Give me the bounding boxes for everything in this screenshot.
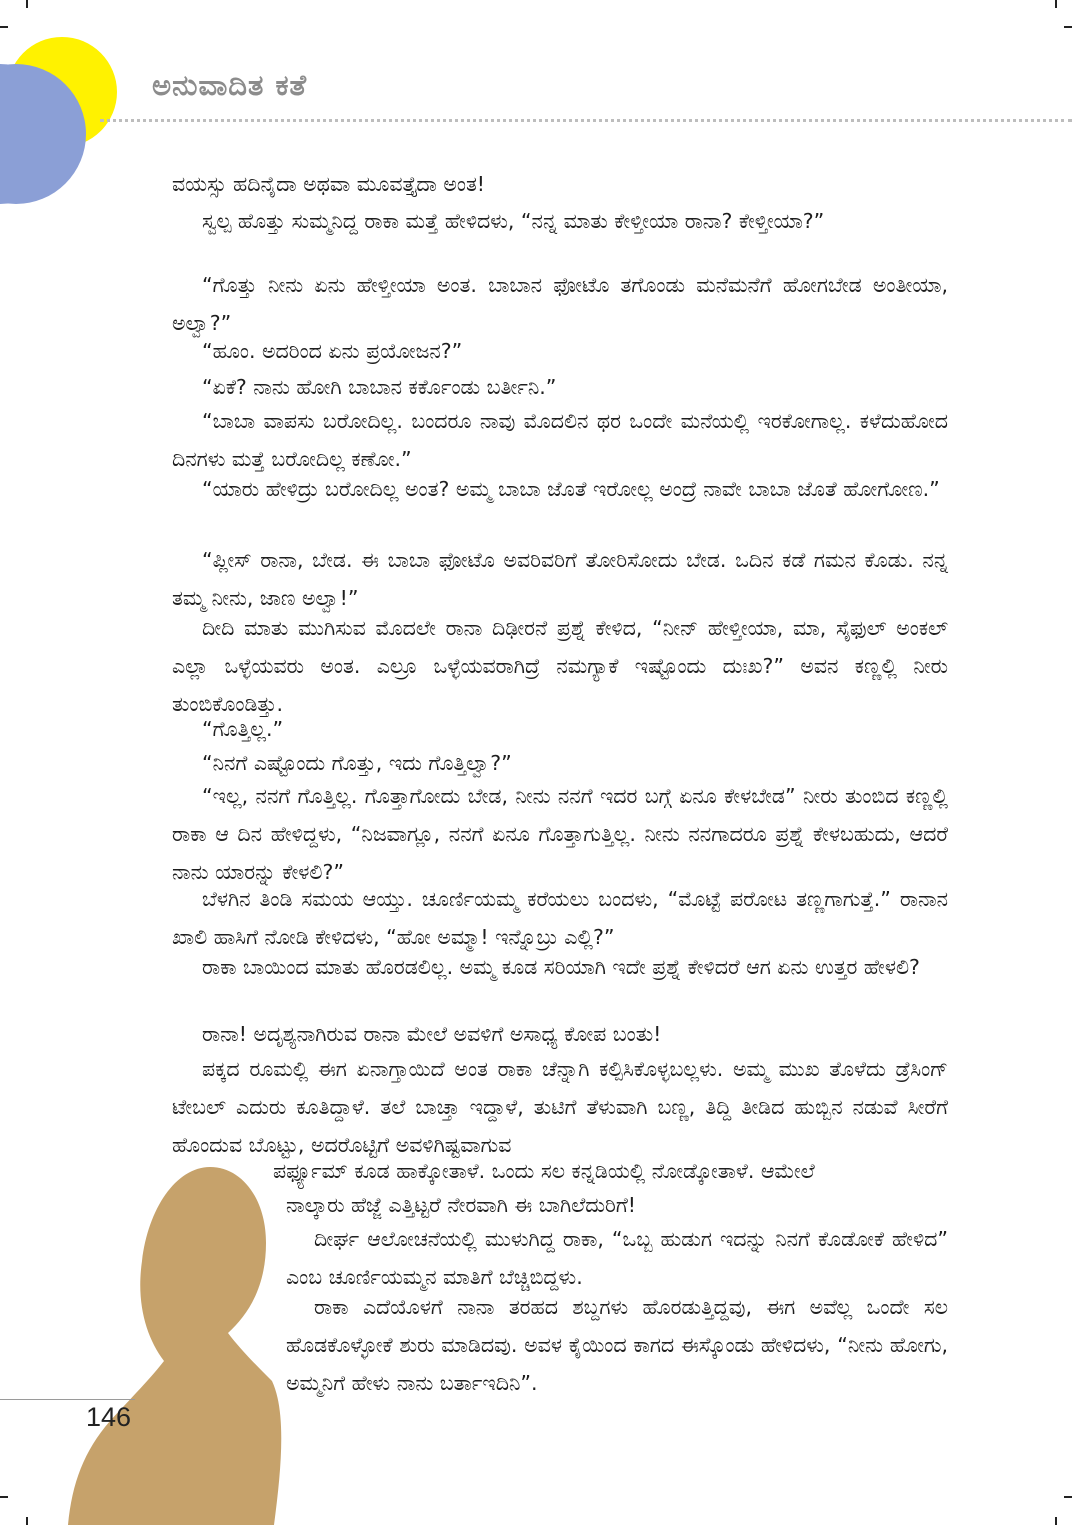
- crop-mark: [1064, 26, 1072, 28]
- paragraph-continuation: ನಾಲ್ಕಾರು ಹೆಜ್ಜೆ ಎತ್ತಿಟ್ಟರೆ ನೇರವಾಗಿ ಈ ಬಾಗಿಲೆದುರಿಗೆ!: [286, 1193, 637, 1217]
- header-dotted-rule: [100, 119, 1072, 122]
- paragraph: ರಾನಾ! ಅದೃಶ್ಯನಾಗಿರುವ ರಾನಾ ಮೇಲೆ ಅವಳಿಗೆ ಅಸಾಧ್ಯ ಕೋಪ ಬಂತು!: [202, 1022, 662, 1046]
- crop-mark: [26, 1517, 28, 1525]
- paragraph: “ಬಾಬಾ ವಾಪಸು ಬರೋದಿಲ್ಲ. ಬಂದರೂ ನಾವು ಮೊದಲಿನ ಥರ ಒಂದೇ ಮನೆಯಲ್ಲಿ ಇರಕೋಗಾಲ್ಲ. ಕಳೆದುಹೋದ ದಿನಗಳು ಮತ್ತೆ ಬರೋದಿಲ್ಲ ಕಣೋ.”: [172, 409, 948, 471]
- crop-mark: [1055, 1517, 1057, 1525]
- paragraph: ದೀರ್ಘ ಆಲೋಚನೆಯಲ್ಲಿ ಮುಳುಗಿದ್ದ ರಾಕಾ, “ಒಬ್ಬ ಹುಡುಗ ಇದನ್ನು ನಿನಗೆ ಕೊಡೋಕೆ ಹೇಳಿದ” ಎಂಬ ಚೂರ್ಣಿಯಮ್ಮನ ಮಾತಿಗೆ ಬೆಚ್ಚಿಬಿದ್ದಳು.: [286, 1227, 948, 1289]
- paragraph-continuation: ಪರ್ಫ್ಯೂಮ್ ಕೂಡ ಹಾಕ್ಕೋತಾಳೆ. ಒಂದು ಸಲ ಕನ್ನಡಿಯಲ್ಲಿ ನೋಡ್ಕೋತಾಳೆ. ಆಮೇಲೆ: [273, 1159, 815, 1183]
- crop-mark: [0, 1496, 8, 1498]
- paragraph: ರಾಕಾ ಬಾಯಿಂದ ಮಾತು ಹೊರಡಲಿಲ್ಲ. ಅಮ್ಮ ಕೂಡ ಸರಿಯಾಗಿ ಇದೇ ಪ್ರಶ್ನೆ ಕೇಳಿದರೆ ಆಗ ಏನು ಉತ್ತರ ಹೇಳಲಿ?: [202, 955, 920, 979]
- paragraph: “ಏಕೆ? ನಾನು ಹೋಗಿ ಬಾಬಾನ ಕರ್ಕೊಂಡು ಬರ್ತೀನಿ.”: [202, 375, 557, 399]
- paragraph: “ಪ್ಲೀಸ್ ರಾನಾ, ಬೇಡ. ಈ ಬಾಬಾ ಫೋಟೊ ಅವರಿವರಿಗೆ ತೋರಿಸೋದು ಬೇಡ. ಒದಿನ ಕಡೆ ಗಮನ ಕೊಡು. ನನ್ನ ತಮ್ಮ ನೀನು, ಜಾಣ ಅಲ್ವಾ!”: [172, 548, 948, 610]
- paragraph: ವಯಸ್ಸು ಹದಿನೈದಾ ಅಥವಾ ಮೂವತ್ತೈದಾ ಅಂತ!: [172, 172, 486, 196]
- paragraph: “ಗೊತ್ತಿಲ್ಲ.”: [202, 717, 284, 741]
- footer-rule: [0, 1399, 135, 1400]
- paragraph: “ಗೊತ್ತು ನೀನು ಏನು ಹೇಳ್ತೀಯಾ ಅಂತ. ಬಾಬಾನ ಫೋಟೊ ತಗೊಂಡು ಮನೆಮನೆಗೆ ಹೋಗಬೇಡ ಅಂತೀಯಾ, ಅಲ್ವಾ?”: [172, 273, 948, 335]
- paragraph: “ಇಲ್ಲ, ನನಗೆ ಗೊತ್ತಿಲ್ಲ. ಗೊತ್ತಾಗೋದು ಬೇಡ, ನೀನು ನನಗೆ ಇದರ ಬಗ್ಗೆ ಏನೂ ಕೇಳಬೇಡ” ನೀರು ತುಂಬಿದ ಕಣ್ಣಲ್ಲಿ ರಾಕಾ ಆ ದಿನ ಹೇಳಿದ್ದಳು, “ನಿಜವಾಗ್ಲೂ, ನನಗೆ ಏನೂ ಗೊತ್ತಾಗುತ್ತಿಲ್ಲ. ನೀನು ನನಗಾದರೂ ಪ್ರಶ್ನೆ ಕೇಳಬಹುದು, ಆದರೆ ನಾನು ಯಾರನ್ನು ಕೇಳಲಿ?”: [172, 784, 948, 884]
- corner-circles-illustration: [0, 0, 140, 215]
- paragraph: “ನಿನಗೆ ಎಷ್ಟೊಂದು ಗೊತ್ತು, ಇದು ಗೊತ್ತಿಲ್ವಾ?”: [202, 751, 512, 775]
- person-silhouette-illustration: [60, 1165, 290, 1525]
- crop-mark: [1055, 0, 1057, 8]
- page-number: 146: [86, 1402, 132, 1432]
- paragraph: ದೀದಿ ಮಾತು ಮುಗಿಸುವ ಮೊದಲೇ ರಾನಾ ದಿಢೀರನೆ ಪ್ರಶ್ನೆ ಕೇಳಿದ, “ನೀನ್ ಹೇಳ್ತೀಯಾ, ಮಾ, ಸೈಫುಲ್ ಅಂಕಲ್ ಎಲ್ಲಾ ಒಳ್ಳೆಯವರು ಅಂತ. ಎಲ್ರೂ ಒಳ್ಳೆಯವರಾಗಿದ್ರೆ ನಮಗ್ಯಾಕೆ ಇಷ್ಟೊಂದು ದುಃಖ?” ಅವನ ಕಣ್ಣಲ್ಲಿ ನೀರು ತುಂಬಿಕೊಂಡಿತ್ತು.: [172, 616, 948, 716]
- paragraph: “ಹೂಂ. ಅದರಿಂದ ಏನು ಪ್ರಯೋಜನ?”: [202, 339, 463, 363]
- paragraph: ಬೆಳಗಿನ ತಿಂಡಿ ಸಮಯ ಆಯ್ತು. ಚೂರ್ಣಿಯಮ್ಮ ಕರೆಯಲು ಬಂದಳು, “ಮೊಟ್ಟೆ ಪರೋಟ ತಣ್ಣಗಾಗುತ್ತೆ.” ರಾನಾನ ಖಾಲಿ ಹಾಸಿಗೆ ನೋಡಿ ಕೇಳಿದಳು, “ಹೋ ಅಮ್ಮಾ! ಇನ್ನೊಬ್ರು ಎಲ್ಲಿ?”: [172, 887, 948, 949]
- paragraph: ಸ್ವಲ್ಪ ಹೊತ್ತು ಸುಮ್ಮನಿದ್ದ ರಾಕಾ ಮತ್ತೆ ಹೇಳಿದಳು, “ನನ್ನ ಮಾತು ಕೇಳ್ತೀಯಾ ರಾನಾ? ಕೇಳ್ತೀಯಾ?”: [202, 209, 825, 233]
- paragraph: ರಾಕಾ ಎದೆಯೊಳಗೆ ನಾನಾ ತರಹದ ಶಬ್ದಗಳು ಹೊರಡುತ್ತಿದ್ದವು, ಈಗ ಅವೆಲ್ಲ ಒಂದೇ ಸಲ ಹೊಡಕೊಳ್ಳೋಕೆ ಶುರು ಮಾಡಿದವು. ಅವಳ ಕೈಯಿಂದ ಕಾಗದ ಈಸ್ಕೊಂಡು ಹೇಳಿದಳು, “ನೀನು ಹೋಗು, ಅಮ್ಮನಿಗೆ ಹೇಳು ನಾನು ಬರ್ತಾಇದಿನಿ”.: [286, 1295, 948, 1395]
- crop-mark: [1064, 1496, 1072, 1498]
- section-title: ಅನುವಾದಿತ ಕತೆ: [152, 68, 308, 102]
- paragraph: ಪಕ್ಕದ ರೂಮಲ್ಲಿ ಈಗ ಏನಾಗ್ತಾಯಿದೆ ಅಂತ ರಾಕಾ ಚೆನ್ನಾಗಿ ಕಲ್ಪಿಸಿಕೊಳ್ಳಬಲ್ಲಳು. ಅಮ್ಮ ಮುಖ ತೊಳೆದು ಡ್ರೆಸಿಂಗ್ ಟೇಬಲ್ ಎದುರು ಕೂತಿದ್ದಾಳೆ. ತಲೆ ಬಾಚ್ತಾ ಇದ್ದಾಳೆ, ತುಟಿಗೆ ತೆಳುವಾಗಿ ಬಣ್ಣ, ತಿದ್ದಿ ತೀಡಿದ ಹುಬ್ಬಿನ ನಡುವೆ ಸೀರೆಗೆ ಹೊಂದುವ ಬೊಟ್ಟು, ಅದರೊಟ್ಟಿಗೆ ಅವಳಿಗಿಷ್ಟವಾಗುವ: [172, 1057, 948, 1157]
- paragraph: “ಯಾರು ಹೇಳಿದ್ರು ಬರೋದಿಲ್ಲ ಅಂತ? ಅಮ್ಮ ಬಾಬಾ ಜೊತೆ ಇರೋಲ್ಲ ಅಂದ್ರೆ ನಾವೇ ಬಾಬಾ ಜೊತೆ ಹೋಗೋಣ.”: [202, 477, 940, 501]
